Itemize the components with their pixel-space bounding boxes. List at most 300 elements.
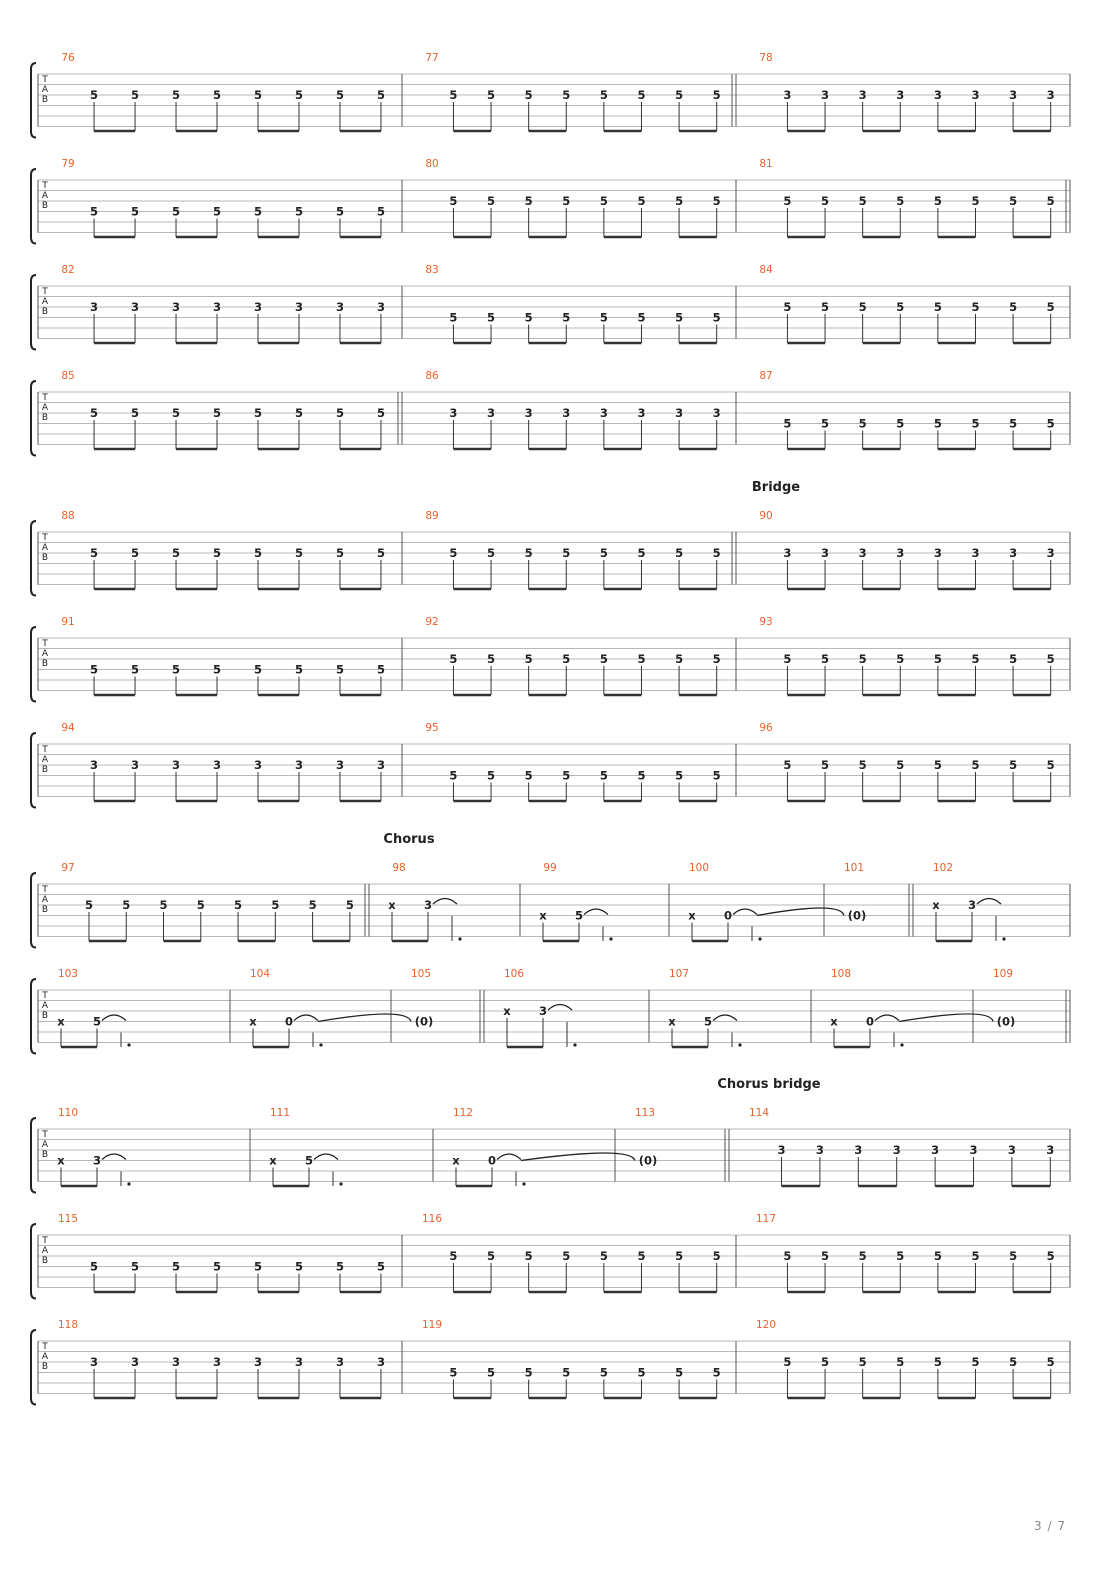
- fret-number: 5: [376, 88, 385, 103]
- tab-clef-letter: T: [42, 75, 48, 85]
- fret-number: 5: [487, 1365, 496, 1380]
- fret-number: 5: [335, 1259, 344, 1274]
- tab-clef-letter: B: [41, 1011, 49, 1021]
- tab-clef-letter: A: [41, 403, 49, 413]
- fret-number: 5: [1009, 194, 1018, 209]
- fret-number: 5: [213, 546, 222, 561]
- fret-number: 3: [858, 88, 867, 103]
- fret-number: 5: [159, 898, 168, 913]
- fret-number: 3: [783, 88, 792, 103]
- fret-number: 3: [294, 1355, 303, 1370]
- fret-number: 5: [858, 300, 867, 315]
- measure: [425, 616, 720, 695]
- fret-number: 3: [1009, 546, 1018, 561]
- fret-number: 5: [90, 204, 99, 219]
- tie-arc: [713, 1015, 737, 1021]
- fret-number: 5: [971, 416, 980, 431]
- fret-number: 5: [449, 546, 458, 561]
- tab-clef-letter: T: [42, 639, 48, 649]
- fret-number: 5: [524, 310, 533, 325]
- fret-number: 3: [931, 1143, 940, 1158]
- tab-clef-letter: B: [41, 1256, 49, 1266]
- dot: [458, 937, 461, 940]
- fret-number: 5: [335, 406, 344, 421]
- fret-number: 5: [294, 88, 303, 103]
- fret-number: 5: [821, 758, 830, 773]
- fret-number: 5: [896, 652, 905, 667]
- measure: [759, 264, 1054, 343]
- fret-number: 5: [487, 310, 496, 325]
- dot: [900, 1043, 903, 1046]
- fret-number: 5: [562, 546, 571, 561]
- fret-number: 0: [487, 1153, 497, 1168]
- fret-number: 5: [524, 88, 533, 103]
- tied-note: (0): [996, 1014, 1016, 1029]
- fret-number: 5: [487, 1249, 496, 1264]
- fret-number: 5: [858, 758, 867, 773]
- fret-number: 5: [637, 1249, 646, 1264]
- fret-number: 5: [524, 1249, 533, 1264]
- fret-number: 5: [675, 1249, 684, 1264]
- fret-number: 5: [196, 898, 205, 913]
- measure-number: 96: [759, 722, 773, 734]
- measure-number: 97: [61, 862, 75, 874]
- fret-number: 3: [896, 88, 905, 103]
- tab-system: [31, 1077, 1070, 1193]
- fret-number: 5: [703, 1014, 713, 1029]
- tab-clef-letter: B: [41, 659, 49, 669]
- fret-number: 5: [599, 310, 608, 325]
- fret-number: 5: [933, 1249, 942, 1264]
- fret-number: 5: [562, 768, 571, 783]
- tab-system: [31, 1213, 1070, 1299]
- fret-number: 5: [294, 546, 303, 561]
- fret-number: 5: [821, 1355, 830, 1370]
- dot: [738, 1043, 741, 1046]
- fret-number: 3: [253, 1355, 263, 1370]
- fret-number: 5: [335, 88, 344, 103]
- fret-number: 5: [131, 406, 140, 421]
- fret-number: 5: [971, 1249, 980, 1264]
- tab-system: [31, 968, 1070, 1054]
- fret-number: 3: [131, 1355, 140, 1370]
- measure: [830, 968, 993, 1047]
- fret-number: 5: [131, 204, 140, 219]
- fret-number: 3: [131, 758, 140, 773]
- measure: [61, 616, 385, 695]
- measure: [452, 1107, 635, 1186]
- measure-number: 78: [759, 52, 773, 64]
- fret-number: 5: [271, 898, 280, 913]
- fret-number: 3: [172, 758, 181, 773]
- fret-number: 5: [131, 662, 140, 677]
- measure: [756, 1319, 1055, 1398]
- fret-number: 3: [821, 546, 830, 561]
- fret-number: 5: [562, 1365, 571, 1380]
- fret-number: 5: [487, 546, 496, 561]
- fret-number: 5: [1009, 1355, 1018, 1370]
- fret-number: 3: [213, 1355, 222, 1370]
- fret-number: 5: [308, 898, 317, 913]
- tie-arc: [433, 899, 457, 905]
- system-bracket: [31, 521, 36, 596]
- fret-number: 5: [821, 300, 830, 315]
- fret-number: 5: [637, 652, 646, 667]
- measure-number: 104: [249, 968, 271, 980]
- tab-clef-letter: A: [41, 649, 49, 659]
- measure-number: 108: [830, 968, 852, 980]
- measure-number: 117: [755, 1213, 777, 1225]
- measure-number: 87: [759, 370, 773, 382]
- fret-number: 5: [821, 1249, 830, 1264]
- measure-number: 118: [57, 1319, 79, 1331]
- tab-clef-letter: B: [41, 553, 49, 563]
- fret-number: 3: [92, 1153, 102, 1168]
- fret-number: 5: [376, 1259, 385, 1274]
- fret-number: 5: [562, 652, 571, 667]
- fret-number: 5: [675, 768, 684, 783]
- tab-clef-letter: B: [41, 201, 49, 211]
- measure: [425, 52, 720, 131]
- tie-arc: [899, 1014, 993, 1022]
- fret-number: 5: [449, 652, 458, 667]
- measure-number: 100: [688, 862, 710, 874]
- fret-number: 3: [896, 546, 905, 561]
- measure: [61, 52, 385, 131]
- fret-number: 5: [712, 1249, 721, 1264]
- fret-number: 5: [783, 416, 792, 431]
- measure: [756, 1213, 1055, 1292]
- fret-number: 5: [783, 300, 792, 315]
- fret-number: 3: [933, 546, 942, 561]
- measure: [425, 510, 720, 589]
- measure: [422, 1213, 721, 1292]
- measure-number: 119: [421, 1319, 443, 1331]
- fret-number: 5: [1046, 1249, 1055, 1264]
- fret-number: 5: [294, 406, 303, 421]
- fret-number: 5: [1046, 194, 1055, 209]
- fret-number: 3: [1007, 1143, 1016, 1158]
- measure: [635, 1107, 657, 1168]
- measure: [61, 370, 385, 449]
- fret-number: 5: [253, 406, 263, 421]
- fret-number: 5: [712, 768, 721, 783]
- measure-number: 110: [57, 1107, 79, 1119]
- fret-number: 0: [723, 908, 733, 923]
- dead-note: x: [57, 1014, 65, 1029]
- fret-number: 5: [294, 204, 303, 219]
- fret-number: 5: [599, 546, 608, 561]
- measure: [58, 1319, 385, 1398]
- fret-number: 3: [172, 1355, 181, 1370]
- tab-clef-letter: T: [42, 1236, 48, 1246]
- tab-clef-letter: A: [41, 543, 49, 553]
- tab-clef-letter: A: [41, 755, 49, 765]
- tab-clef-letter: A: [41, 297, 49, 307]
- tab-clef-letter: T: [42, 393, 48, 403]
- fret-number: 5: [449, 310, 458, 325]
- fret-number: 3: [90, 300, 99, 315]
- fret-number: 3: [294, 758, 303, 773]
- tie-arc: [294, 1015, 318, 1021]
- fret-number: 5: [172, 662, 181, 677]
- fret-number: 5: [637, 88, 646, 103]
- fret-number: 3: [294, 300, 303, 315]
- fret-number: 5: [599, 194, 608, 209]
- dead-note: x: [503, 1004, 511, 1019]
- fret-number: 3: [335, 1355, 344, 1370]
- measure: [993, 968, 1066, 1043]
- fret-number: 3: [821, 88, 830, 103]
- fret-number: 5: [858, 416, 867, 431]
- fret-number: 5: [1046, 758, 1055, 773]
- fret-number: 5: [599, 1249, 608, 1264]
- fret-number: 5: [234, 898, 243, 913]
- fret-number: 5: [971, 652, 980, 667]
- fret-number: 3: [131, 300, 140, 315]
- measure: [61, 158, 385, 237]
- dot: [339, 1182, 342, 1185]
- fret-number: 5: [487, 652, 496, 667]
- fret-number: 5: [524, 1365, 533, 1380]
- fret-number: 5: [524, 652, 533, 667]
- fret-number: 5: [971, 1355, 980, 1370]
- fret-number: 5: [1046, 652, 1055, 667]
- dead-note: x: [388, 898, 396, 913]
- measure-number: 109: [992, 968, 1014, 980]
- measure: [61, 264, 385, 343]
- fret-number: 5: [933, 194, 942, 209]
- measure: [61, 862, 354, 941]
- system-bracket: [31, 63, 36, 138]
- measure-number: 116: [421, 1213, 443, 1225]
- fret-number: 5: [253, 88, 263, 103]
- fret-number: 5: [712, 88, 721, 103]
- fret-number: 5: [971, 300, 980, 315]
- measure: [759, 616, 1054, 695]
- section-marker: Bridge: [751, 480, 801, 495]
- measure-number: 90: [759, 510, 773, 522]
- fret-number: 5: [90, 662, 99, 677]
- measure: [61, 722, 385, 801]
- tab-system: [31, 264, 1070, 350]
- fret-number: 5: [90, 546, 99, 561]
- fret-number: 5: [562, 1249, 571, 1264]
- tab-clef-letter: A: [41, 1001, 49, 1011]
- measure: [57, 968, 130, 1047]
- fret-number: 5: [896, 300, 905, 315]
- tab-clef-letter: A: [41, 1140, 49, 1150]
- measure-number: 77: [425, 52, 439, 64]
- measure-number: 105: [410, 968, 432, 980]
- fret-number: 5: [131, 1259, 140, 1274]
- system-bracket: [31, 1224, 36, 1299]
- system-bracket: [31, 1330, 36, 1405]
- tie-arc: [733, 909, 757, 915]
- fret-number: 5: [637, 310, 646, 325]
- section-marker: Chorus bridge: [717, 1077, 821, 1092]
- fret-number: 5: [1009, 758, 1018, 773]
- measure-number: 102: [932, 862, 954, 874]
- measure-number: 112: [452, 1107, 474, 1119]
- dot: [758, 937, 761, 940]
- measure: [365, 862, 462, 941]
- measure: [425, 722, 720, 801]
- fret-number: 5: [1009, 652, 1018, 667]
- fret-number: 5: [675, 310, 684, 325]
- measure: [759, 370, 1054, 449]
- fret-number: 5: [376, 662, 385, 677]
- fret-number: 5: [376, 546, 385, 561]
- tie-arc: [521, 1153, 635, 1161]
- fret-number: 5: [487, 194, 496, 209]
- tie-arc: [314, 1154, 338, 1160]
- measure: [398, 370, 721, 449]
- fret-number: 5: [449, 194, 458, 209]
- tab-system: [31, 52, 1070, 138]
- measure-number: 76: [61, 52, 75, 64]
- tab-clef-letter: B: [41, 307, 49, 317]
- tied-note: (0): [847, 908, 867, 923]
- fret-number: 5: [172, 1259, 181, 1274]
- fret-number: 5: [675, 652, 684, 667]
- fret-number: 5: [933, 758, 942, 773]
- fret-number: 5: [675, 88, 684, 103]
- tab-system: [31, 158, 1070, 244]
- fret-number: 5: [599, 652, 608, 667]
- tab-system: [31, 616, 1070, 702]
- measure-number: 88: [61, 510, 75, 522]
- system-bracket: [31, 733, 36, 808]
- measure-number: 89: [425, 510, 439, 522]
- fret-number: 5: [675, 194, 684, 209]
- measure-number: 113: [634, 1107, 656, 1119]
- dot: [127, 1182, 130, 1185]
- tab-clef-letter: A: [41, 1352, 49, 1362]
- measure-number: 85: [61, 370, 75, 382]
- fret-number: 5: [675, 1365, 684, 1380]
- fret-number: 5: [858, 652, 867, 667]
- measure-number: 120: [755, 1319, 777, 1331]
- fret-number: 3: [335, 300, 344, 315]
- fret-number: 5: [90, 88, 99, 103]
- fret-number: 3: [376, 300, 385, 315]
- fret-number: 5: [294, 662, 303, 677]
- system-bracket: [31, 1118, 36, 1193]
- fret-number: 0: [865, 1014, 875, 1029]
- measure-number: 93: [759, 616, 773, 628]
- fret-number: 3: [675, 406, 684, 421]
- measure: [909, 862, 1006, 941]
- fret-number: 3: [933, 88, 942, 103]
- system-bracket: [31, 169, 36, 244]
- fret-number: 3: [892, 1143, 901, 1158]
- fret-number: 5: [858, 1355, 867, 1370]
- measure: [688, 862, 844, 941]
- fret-number: 5: [712, 1365, 721, 1380]
- fret-number: 5: [562, 310, 571, 325]
- tie-arc: [102, 1154, 126, 1160]
- tie-arc: [875, 1015, 899, 1021]
- fret-number: 5: [933, 1355, 942, 1370]
- tied-note: (0): [414, 1014, 434, 1029]
- fret-number: 5: [172, 406, 181, 421]
- fret-number: 3: [971, 88, 980, 103]
- dead-note: x: [932, 898, 940, 913]
- tie-arc: [584, 909, 608, 915]
- measure: [844, 862, 866, 923]
- measure-number: 79: [61, 158, 75, 170]
- measure: [759, 722, 1054, 801]
- fret-number: 5: [1009, 416, 1018, 431]
- measure-number: 94: [61, 722, 75, 734]
- fret-number: 5: [637, 768, 646, 783]
- tab-clef-letter: B: [41, 765, 49, 775]
- tab-clef-letter: T: [42, 287, 48, 297]
- fret-number: 5: [335, 662, 344, 677]
- fret-number: 3: [1046, 1143, 1055, 1158]
- fret-number: 3: [335, 758, 344, 773]
- fret-number: 5: [712, 194, 721, 209]
- fret-number: 5: [172, 88, 181, 103]
- measure-number: 80: [425, 158, 439, 170]
- fret-number: 3: [90, 758, 99, 773]
- fret-number: 5: [524, 194, 533, 209]
- fret-number: 5: [253, 1259, 263, 1274]
- fret-number: 5: [933, 652, 942, 667]
- tab-system: [31, 1319, 1070, 1405]
- dot: [319, 1043, 322, 1046]
- fret-number: 3: [599, 406, 608, 421]
- system-bracket: [31, 979, 36, 1054]
- fret-number: 5: [933, 416, 942, 431]
- fret-number: 5: [449, 1365, 458, 1380]
- fret-number: 5: [637, 1365, 646, 1380]
- tie-arc: [497, 1154, 521, 1160]
- fret-number: 5: [172, 204, 181, 219]
- tie-arc: [548, 1005, 572, 1011]
- fret-number: 5: [122, 898, 131, 913]
- tab-clef-letter: T: [42, 181, 48, 191]
- fret-number: 5: [92, 1014, 102, 1029]
- fret-number: 5: [253, 546, 263, 561]
- fret-number: 3: [376, 758, 385, 773]
- fret-number: 3: [562, 406, 571, 421]
- fret-number: 5: [90, 1259, 99, 1274]
- system-bracket: [31, 873, 36, 948]
- tab-system: [31, 832, 1070, 948]
- dead-note: x: [249, 1014, 257, 1029]
- measure: [732, 510, 1055, 589]
- fret-number: 3: [858, 546, 867, 561]
- measure: [668, 968, 741, 1047]
- fret-number: 5: [90, 406, 99, 421]
- measure-number: 111: [269, 1107, 291, 1119]
- measure-number: 82: [61, 264, 75, 276]
- fret-number: 5: [213, 1259, 222, 1274]
- fret-number: 5: [487, 88, 496, 103]
- fret-number: 5: [131, 88, 140, 103]
- measure-number: 99: [543, 862, 557, 874]
- fret-number: 5: [783, 1355, 792, 1370]
- fret-number: 5: [599, 768, 608, 783]
- measure-number: 101: [843, 862, 865, 874]
- fret-number: 3: [783, 546, 792, 561]
- tie-arc: [318, 1014, 411, 1022]
- fret-number: 5: [933, 300, 942, 315]
- measure: [422, 1319, 721, 1398]
- tab-clef-letter: T: [42, 885, 48, 895]
